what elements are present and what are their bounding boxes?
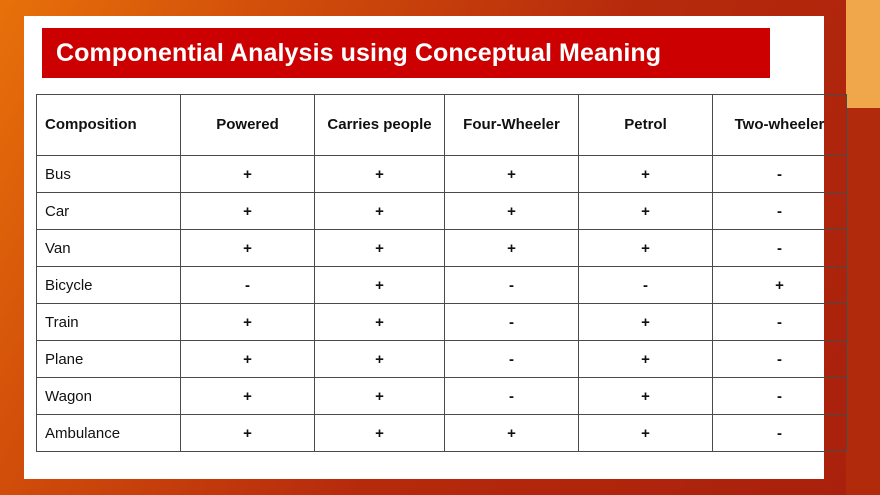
cell-value: - [579,267,713,304]
column-header-two-wheeler: Two-wheeler [713,95,847,156]
table-header [37,95,847,156]
cell-value: - [181,267,315,304]
table-row [37,156,847,193]
table-row [37,230,847,267]
cell-value: + [579,156,713,193]
row-label: Ambulance [37,415,181,452]
table-row [37,193,847,230]
table-row [37,304,847,341]
cell-value: + [181,156,315,193]
cell-value: - [713,193,847,230]
cell-value: + [445,415,579,452]
table-row [37,378,847,415]
cell-value: + [315,378,445,415]
cell-value: + [445,156,579,193]
column-header-powered: Powered [181,95,315,156]
cell-value: + [445,193,579,230]
cell-value: + [579,415,713,452]
table-row [37,267,847,304]
row-label: Wagon [37,378,181,415]
cell-value: + [181,230,315,267]
row-label: Train [37,304,181,341]
cell-value: + [181,193,315,230]
cell-value: + [315,341,445,378]
cell-value: + [579,230,713,267]
row-label: Van [37,230,181,267]
cell-value: + [579,341,713,378]
cell-value: + [315,193,445,230]
column-header-carries-people: Carries people [315,95,445,156]
cell-value: + [181,304,315,341]
decorative-band-top [846,0,880,108]
cell-value: - [445,341,579,378]
cell-value: - [713,378,847,415]
title-bar [42,28,770,78]
cell-value: - [445,267,579,304]
cell-value: - [713,156,847,193]
page-title: Componential Analysis using Conceptual Meaning [56,38,662,67]
cell-value: + [315,156,445,193]
cell-value: + [579,378,713,415]
column-header-composition: Composition [37,95,181,156]
cell-value: - [445,304,579,341]
column-header-petrol: Petrol [579,95,713,156]
row-label: Bicycle [37,267,181,304]
cell-value: - [713,304,847,341]
cell-value: + [579,193,713,230]
cell-value: - [713,415,847,452]
cell-value: + [315,304,445,341]
slide-content-card [24,16,824,479]
table-row [37,341,847,378]
row-label: Bus [37,156,181,193]
cell-value: + [181,378,315,415]
cell-value: + [315,415,445,452]
row-label: Plane [37,341,181,378]
column-header-four-wheeler: Four-Wheeler [445,95,579,156]
cell-value: + [315,267,445,304]
table-body [37,156,847,452]
cell-value: + [315,230,445,267]
cell-value: - [445,378,579,415]
row-label: Car [37,193,181,230]
table-header-row [37,95,847,156]
cell-value: - [713,341,847,378]
table-row [37,415,847,452]
decorative-band-bottom [846,108,880,495]
cell-value: + [713,267,847,304]
cell-value: + [181,415,315,452]
cell-value: + [181,341,315,378]
cell-value: + [445,230,579,267]
componential-analysis-table [36,94,847,452]
cell-value: - [713,230,847,267]
cell-value: + [579,304,713,341]
